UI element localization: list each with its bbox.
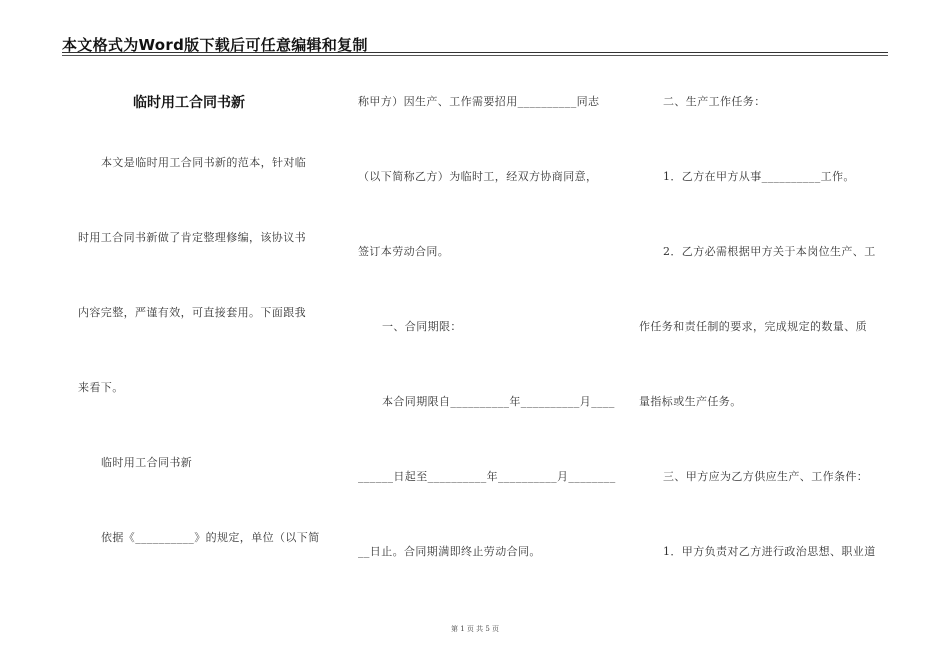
paragraph-line: 来看下。 bbox=[78, 381, 124, 394]
section-heading: 临时用工合同书新 bbox=[101, 456, 193, 469]
header-rule-thin bbox=[62, 55, 888, 56]
paragraph-line: 作任务和责任制的要求，完成规定的数量、质 bbox=[639, 320, 867, 333]
paragraph-line: 量指标或生产任务。 bbox=[639, 395, 742, 408]
section-heading: 一、合同期限： bbox=[382, 320, 462, 333]
paragraph-line: 内容完整，严谨有效，可直接套用。下面跟我 bbox=[78, 306, 306, 319]
paragraph-line: 签订本劳动合同。 bbox=[358, 245, 450, 258]
paragraph-line: 2．乙方必需根据甲方关于本岗位生产、工 bbox=[663, 245, 876, 258]
paragraph-line: __日止。合同期满即终止劳动合同。 bbox=[358, 545, 541, 558]
paragraph-line: ______日起至__________年__________月________ bbox=[358, 470, 616, 483]
page-number: 第 1 页 共 5 页 bbox=[450, 625, 500, 633]
paragraph-line: 本文是临时用工合同书新的范本，针对临 bbox=[101, 156, 307, 169]
document-title: 临时用工合同书新 bbox=[133, 95, 245, 111]
paragraph-line: 1．甲方负责对乙方进行政治思想、职业道 bbox=[663, 545, 876, 558]
paragraph-line: 依据《__________》的规定，单位（以下简 bbox=[101, 531, 320, 544]
paragraph-line: 时用工合同书新做了肯定整理修编，该协议书 bbox=[78, 231, 306, 244]
paragraph-line: 本合同期限自__________年__________月____ bbox=[382, 395, 615, 408]
section-heading: 三、甲方应为乙方供应生产、工作条件： bbox=[663, 470, 869, 483]
section-heading: 二、生产工作任务： bbox=[663, 95, 766, 108]
document-header: 本文格式为Word版下载后可任意编辑和复制 bbox=[62, 36, 368, 54]
paragraph-line: （以下简称乙方）为临时工，经双方协商同意， bbox=[358, 170, 598, 183]
paragraph-line: 称甲方）因生产、工作需要招用__________同志 bbox=[358, 95, 600, 108]
paragraph-line: 1．乙方在甲方从事__________工作。 bbox=[663, 170, 855, 183]
header-rule-thick bbox=[62, 52, 888, 53]
